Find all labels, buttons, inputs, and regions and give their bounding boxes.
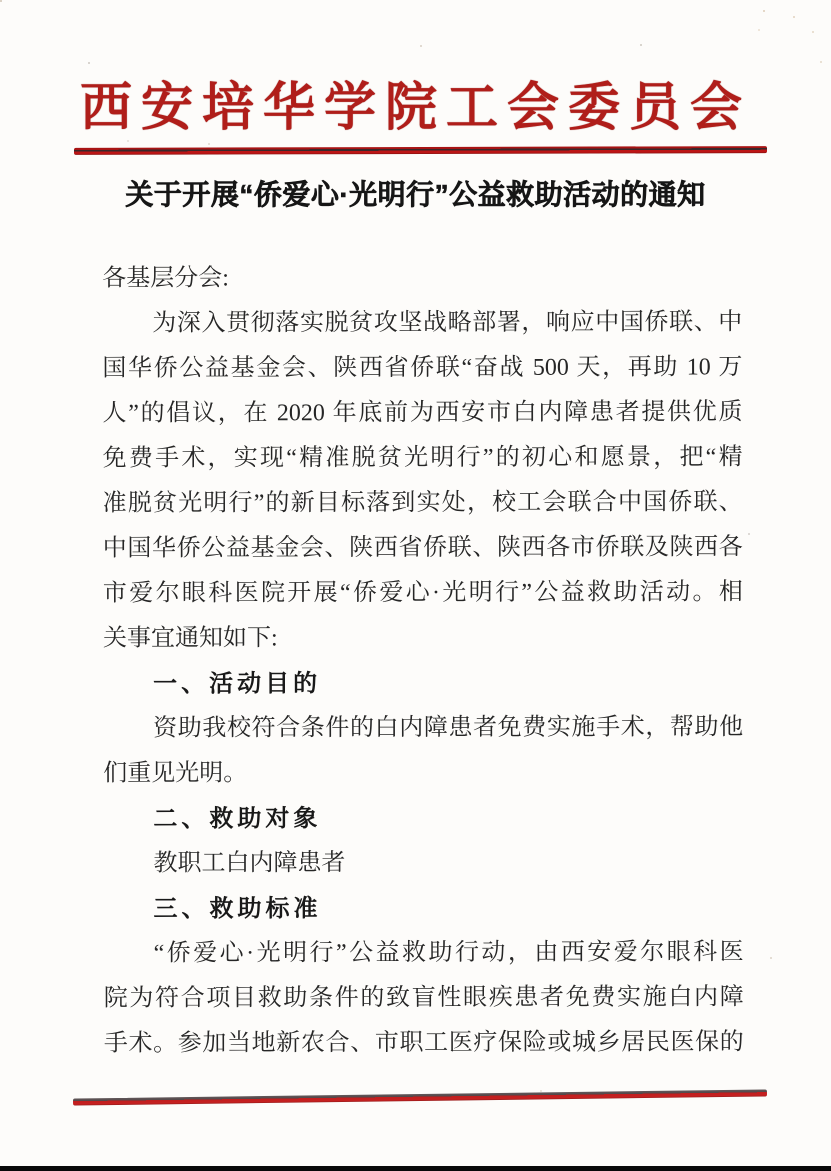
body-line: 准脱贫光明行”的新目标落到实处，校工会联合中国侨联、 — [102, 489, 743, 517]
body-line: 人”的倡议，在 2020 年底前为西安市白内障患者提供优质 — [102, 399, 743, 427]
body-line: 手术。参加当地新农合、市职工医疗保险或城乡居民医保的 — [103, 1029, 744, 1057]
body-line: 关事宜通知如下: — [102, 625, 278, 652]
body-line: 为深入贯彻落实脱贫攻坚战略部署，响应中国侨联、中 — [152, 309, 743, 337]
section-heading: 一、活动目的 — [153, 670, 322, 698]
body-line: 院为符合项目救助条件的致盲性眼疾患者免费实施白内障 — [103, 984, 744, 1012]
document-body — [102, 255, 744, 1066]
body-line: 们重见光明。 — [103, 760, 248, 787]
org-header-title: 西安培华学院工会委员会 — [79, 80, 751, 137]
body-line: 各基层分会: — [102, 265, 229, 292]
scan-edge-artifact — [0, 1166, 831, 1171]
body-line: 资助我校符合条件的白内障患者免费实施手术，帮助他 — [153, 714, 744, 742]
body-line: “侨爱心·光明行”公益救助行动，由西安爱尔眼科医 — [153, 939, 744, 967]
section-heading: 三、救助标准 — [153, 895, 322, 923]
header-divider-line — [74, 146, 767, 155]
body-line: 市爱尔眼科医院开展“侨爱心·光明行”公益救助活动。相 — [102, 579, 743, 607]
body-line: 免费手术，实现“精准脱贫光明行”的初心和愿景，把“精 — [102, 444, 743, 472]
body-line: 国华侨公益基金会、陕西省侨联“奋战 500 天，再助 10 万 — [102, 354, 743, 382]
footer-divider-line — [73, 1089, 767, 1105]
scan-speckles — [0, 0, 2, 2]
body-line: 教职工白内障患者 — [153, 850, 346, 877]
section-heading: 二、救助对象 — [153, 805, 322, 833]
body-line: 中国华侨公益基金会、陕西省侨联、陕西各市侨联及陕西各 — [102, 534, 743, 562]
document-title: 关于开展“侨爱心·光明行”公益救助活动的通知 — [125, 179, 706, 210]
